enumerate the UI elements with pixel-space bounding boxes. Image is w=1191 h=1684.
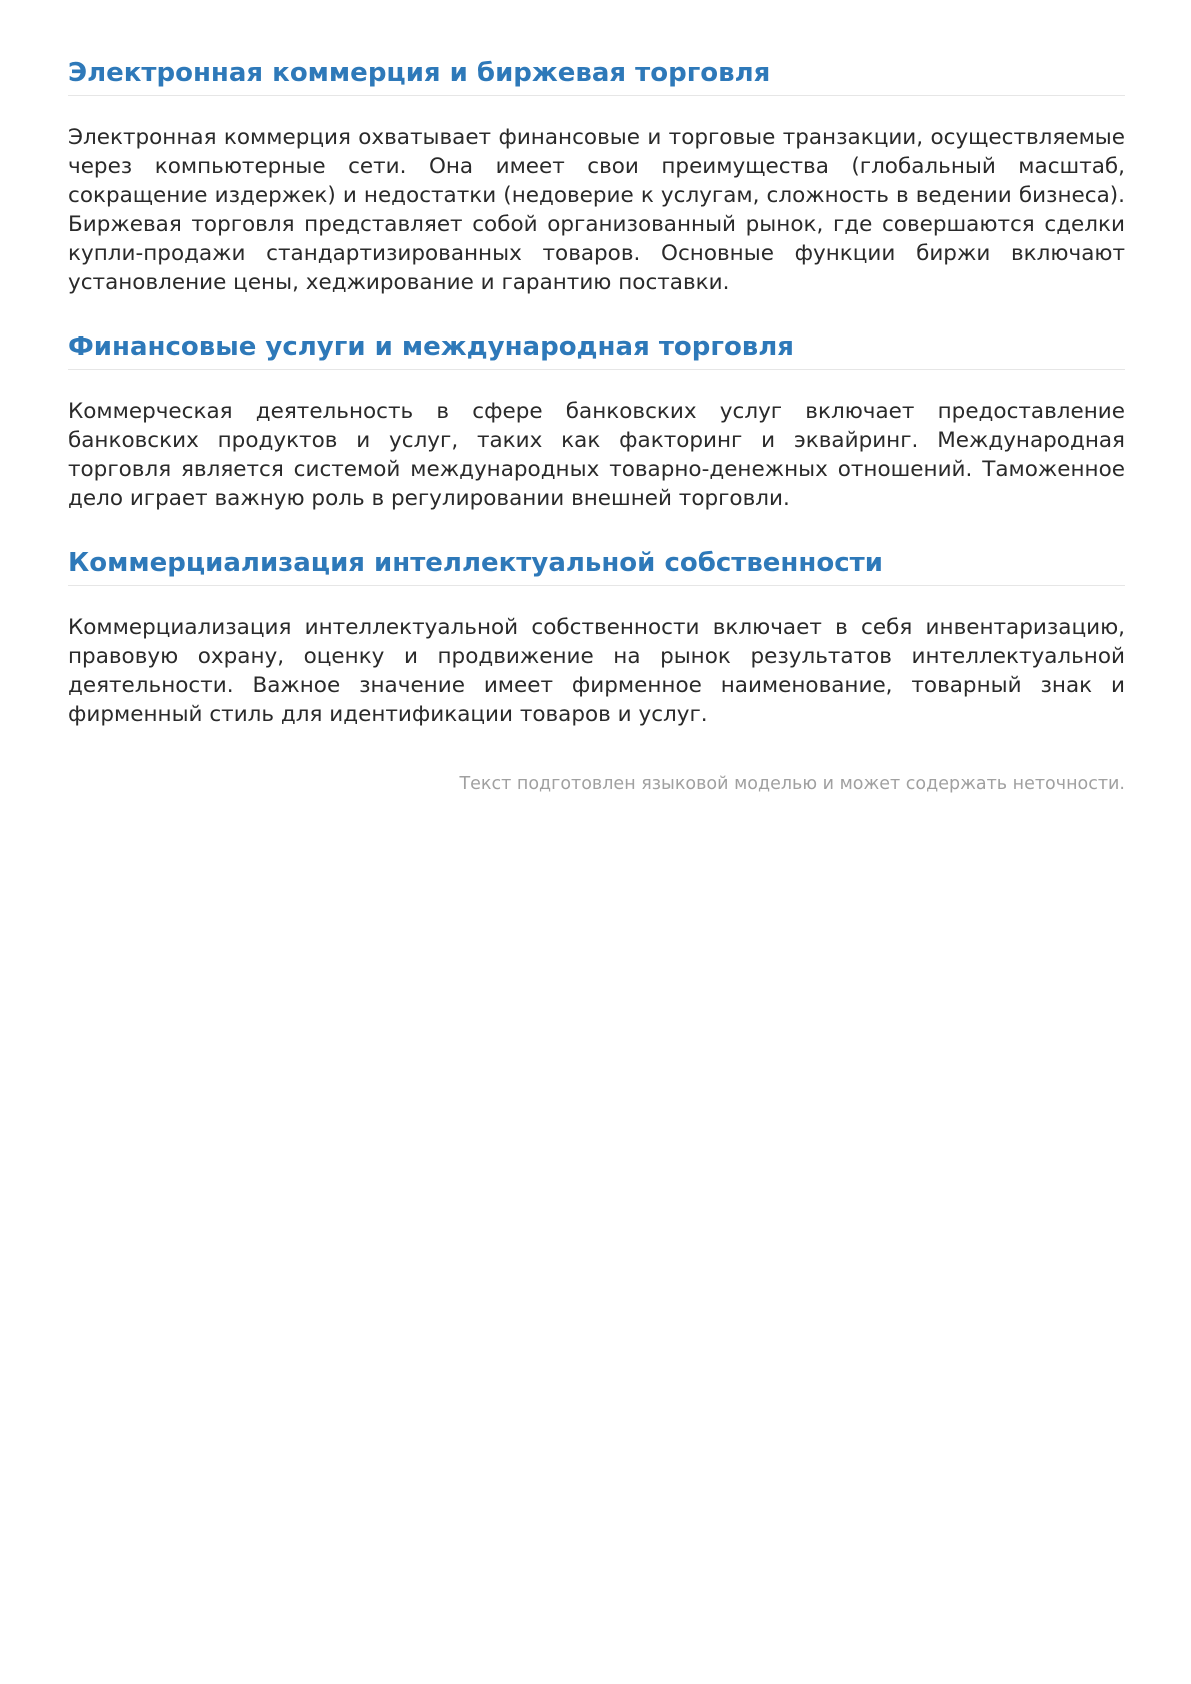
section-financial-services: [68, 329, 1125, 513]
section-e-commerce: [68, 55, 1125, 297]
section-paragraph: Электронная коммерция охватывает финансовые и торговые транзакции, осуществляемые через компьютерные сети. Она имеет свои преимущества (глобальный масштаб, сокращение издержек) и недостатки (недоверие к услугам, сложность в ведении бизнеса). Биржевая торговля представляет собой организованный рынок, где совершаются сделки купли-продажи стандартизированных товаров. Основные функции биржи включают установление цены, хеджирование и гарантию поставки.: [68, 125, 1125, 295]
section-intellectual-property: [68, 545, 1125, 729]
section-paragraph: Коммерческая деятельность в сфере банковских услуг включает предоставление банковских продуктов и услуг, таких как факторинг и эквайринг. Международная торговля является системой международных товарно-денежных отношений. Таможенное дело играет важную роль в регулировании внешней торговли.: [68, 399, 1125, 511]
section-paragraph: Коммерциализация интеллектуальной собственности включает в себя инвентаризацию, правовую охрану, оценку и продвижение на рынок результатов интеллектуальной деятельности. Важное значение имеет фирменное наименование, товарный знак и фирменный стиль для идентификации товаров и услуг.: [68, 615, 1125, 727]
section-title: Электронная коммерция и биржевая торговля: [68, 55, 1125, 96]
section-title: Финансовые услуги и международная торговля: [68, 329, 1125, 370]
section-title: Коммерциализация интеллектуальной собственности: [68, 545, 1125, 586]
document-page: [68, 55, 1125, 796]
ai-disclaimer-note: Текст подготовлен языковой моделью и может содержать неточности.: [459, 774, 1125, 794]
